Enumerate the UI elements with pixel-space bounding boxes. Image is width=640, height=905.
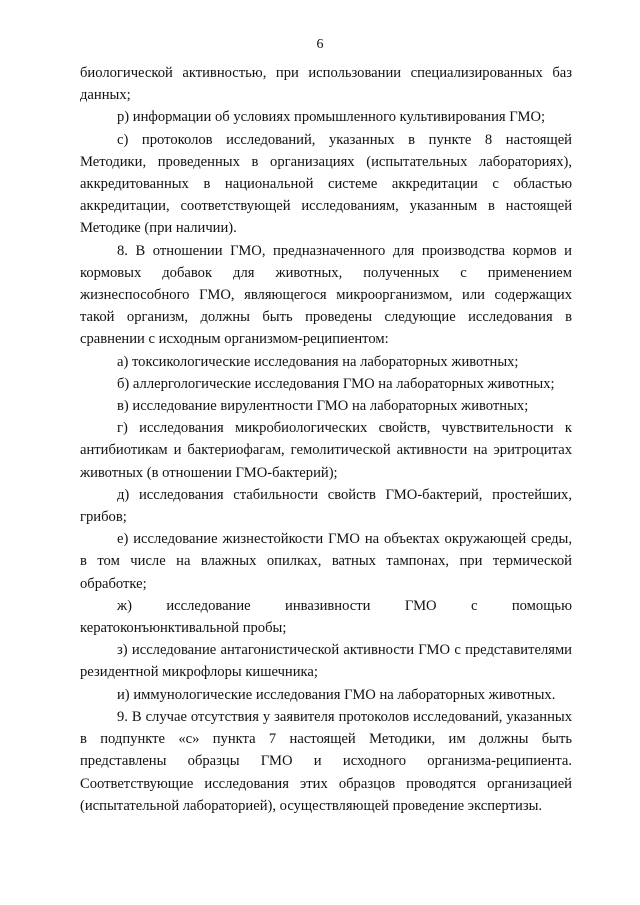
paragraph-item-a: а) токсикологические исследования на лабораторных животных; xyxy=(117,353,519,370)
paragraph-item-z: з) исследование антагонистической активности ГМО с представителями резидентной микрофлоры кишечника; xyxy=(80,642,572,681)
document-body xyxy=(80,62,572,817)
paragraph-item-e: е) исследование жизнестойкости ГМО на объектах окружающей среды, в том числе на влажных опилках, ватных тампонах, при термической обработке; xyxy=(80,531,572,592)
paragraph-continuation: биологической активностью, при использовании специализированных баз данных; xyxy=(80,65,572,104)
paragraph-clause-8: 8. В отношении ГМО, предназначенного для производства кормов и кормовых добавок для животных, полученных с применением жизнеспособного ГМО, являющегося микроорганизмом, или содержащих такой организм, должны быть проведены следующие исследования в сравнении с исходным организмом-реципиентом: xyxy=(80,242,572,348)
paragraph-clause-9: 9. В случае отсутствия у заявителя протоколов исследований, указанных в подпункте «с» пункта 7 настоящей Методики, им должны быть представлены образцы ГМО и исходного организма-реципиента. Соответствующие исследования этих образцов проводятся организацией (испытательной лабораторией), осуществляющей проведение экспертизы. xyxy=(80,708,572,814)
paragraph-item-g: г) исследования микробиологических свойств, чувствительности к антибиотикам и бактериофагам, гемолитической активности на эритроцитах животных (в отношении ГМО-бактерий); xyxy=(80,420,572,481)
paragraph-item-v: в) исследование вирулентности ГМО на лабораторных животных; xyxy=(117,398,529,415)
paragraph-item-s: с) протоколов исследований, указанных в пункте 8 настоящей Методики, проведенных в организациях (испытательных лабораториях), аккредитованных в национальной системе аккредитации с областью аккредитации, соответствующей исследованиям, указанным в настоящей Методике (при наличии). xyxy=(80,131,572,237)
paragraph-item-b: б) аллергологические исследования ГМО на лабораторных животных; xyxy=(117,375,555,392)
paragraph-item-r: р) информации об условиях промышленного культивирования ГМО; xyxy=(117,109,546,126)
paragraph-item-zh: ж) исследование инвазивности ГМО с помощью кератоконъюнктивальной пробы; xyxy=(80,597,572,637)
paragraph-item-i: и) иммунологические исследования ГМО на лабораторных животных. xyxy=(117,686,556,703)
page-number: 6 xyxy=(316,37,324,52)
paragraph-item-d: д) исследования стабильности свойств ГМО-бактерий, простейших, грибов; xyxy=(80,486,572,526)
